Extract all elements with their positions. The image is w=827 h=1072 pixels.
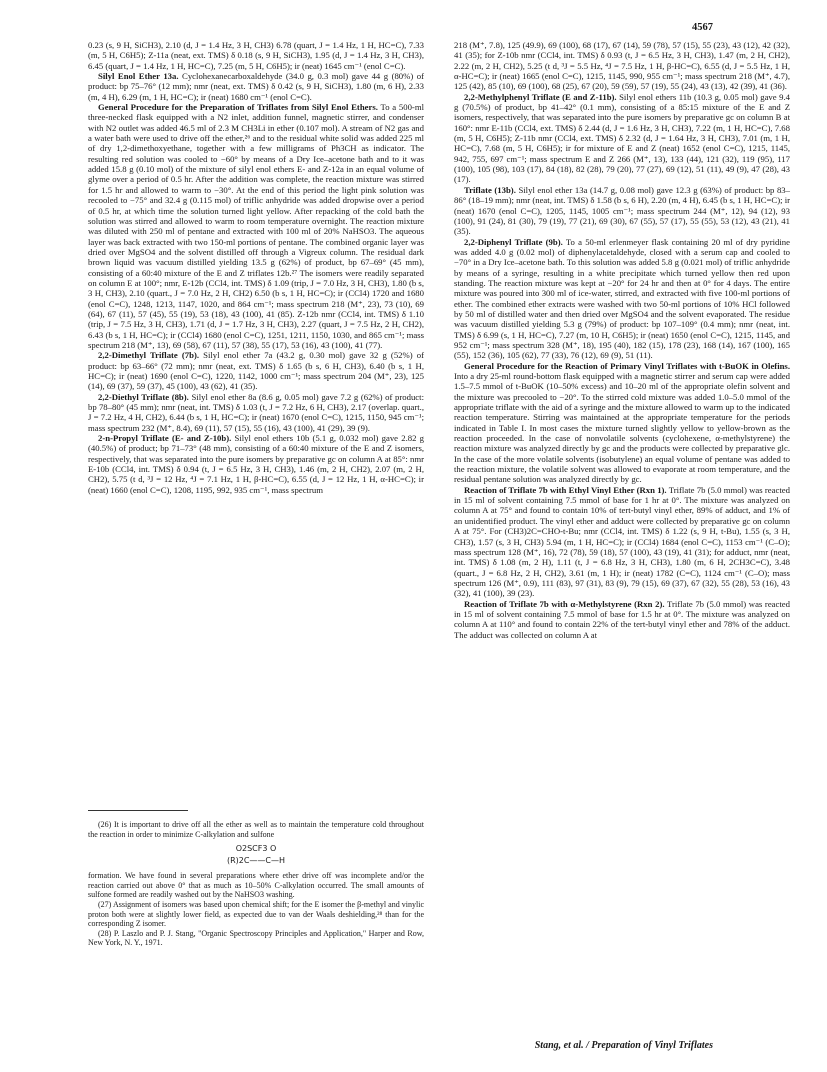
paragraph-heading: General Procedure for the Preparation of Triflates from Silyl Enol Ethers.	[98, 102, 378, 113]
paragraph	[88, 433, 424, 495]
paragraph-text: Triflate 7b (5.0 mmol) was reacted in 15 ml of solvent containing 7.5 mmol of base for 1 hr at 0°. The mixture was analyzed on column A at 75° and found to contain 10% of tert-butyl vinyl ether, 89% of adduct, and 1% of an unidentified product. The vinyl ether and adduct were collected by preparative gc on column A at 75°. For (CH3)2C=CHO-t-Bu; nmr (CCl4, int. TMS) δ 1.22 (s, 9 H, t-Bu), 1.55 (s, 3 H, CH3), 1.57 (s, 3 H, CH3) 5.94 (m, 1 H, HC=C); ir (CCl4) 1684 (enol C=C), 1153 cm⁻¹ (C–O); mass spectrum 128 (M⁺, 16), 72 (78), 59 (18), 57 (100), 43 (19), 41 (31); for adduct, nmr (neat, int. TMS) δ 1.08 (m, 2 H), 1.11 (t, J = 6.8 Hz, 3 H, CH3), 1.80 (m, 6 H, 2CH3C=C), 3.48 (quart., J = 6.8 Hz, 2 H, CH2), 3.61 (m, 1 H); ir (neat) 1782 (C=C), 1124 cm⁻¹ (C–O); mass spectrum 126 (M⁺, 0.9), 111 (83), 97 (31), 83 (9), 79 (15), 69 (37), 67 (32), 55 (28), 53 (16), 43 (32), 41 (100), 39 (23).	[454, 484, 790, 599]
footnote: (26) It is important to drive off all the ether as well as to maintain the temperature cold throughout the reaction in order to minimize C-alkylation and sulfone	[88, 820, 424, 839]
page-number: 4567	[692, 22, 713, 33]
paragraph	[88, 71, 424, 102]
paragraph	[88, 350, 424, 391]
structure-line: (R)2C——C—H	[226, 856, 286, 866]
footnote-rule	[88, 810, 188, 811]
paragraph	[454, 92, 790, 185]
paragraph	[454, 361, 790, 485]
footnote: (28) P. Laszlo and P. J. Stang, "Organic Spectroscopy Principles and Application," Harper and Row, New York, N. Y., 1971.	[88, 928, 424, 948]
paragraph	[454, 599, 790, 640]
paragraph-heading: Reaction of Triflate 7b with α-Methylstyrene (Rxn 2).	[464, 598, 665, 609]
paragraph	[88, 102, 424, 350]
footnote: formation. We have found in several preparations where ether drive off was incomplete and/or the reaction carried out above 0° that as much as 10–50% C-alkylation occurred. The small amounts of sulfone formed are readily washed out by the NaHSO3 washing.	[88, 871, 424, 900]
chemical-structure	[88, 843, 424, 867]
paragraph-text: Into a dry 25-ml round-bottom flask equipped with a magnetic stirrer and serum cap were added 1.5–7.5 mmol of t-BuOK (10–50% excess) and 10–20 ml of the appropriate olefin solvent and the mixture was precooled to −20°. To the stirred cold mixture was added 1.0–5.0 mmol of the appropriate triflate with the aid of a syringe and the mixture allowed to warm up to the indicated reaction temperature. Stirring was maintained at the appropriate temperature for the periods indicated in Table I. In most cases the mixture turned slightly yellow to yellow-brown as the reaction proceeded. In the case of nonvolatile solvents (cyclohexene, α-methylstyrene) the reaction mixture was analyzed directly by gc and the products were collected by preparative glc. In the case of the more volatile solvents (isobutylene) an equal volume of pentane was added to the reaction mixture, the volatile solvent was allowed to evaporate at room temperature, and the residual pentane solution was analyzed directly by gc.	[454, 371, 790, 485]
paragraph	[454, 40, 790, 92]
paragraph-text: Silyl enol ether 7a (43.2 g, 0.30 mol) gave 32 g (52%) of product: bp 63–66° (72 mm); nmr (neat, ext. TMS) δ 1.65 (b s, 6 H, CH3), 6.40 (b s, 1 H, HC=C); ir (neat) 1690 (enol C=C), 1220, 1142, 1000 cm⁻¹; mass spectrum 204 (M⁺, 23), 125 (14), 69 (37), 59 (37), 45 (100), 43 (62), 41 (35).	[88, 350, 424, 392]
paragraph-heading: Silyl Enol Ether 13a.	[98, 71, 179, 82]
paragraph-heading: Triflate (13b).	[464, 184, 516, 195]
paragraph	[454, 485, 790, 599]
footnote: (27) Assignment of isomers was based upon chemical shift; for the E isomer the β-methyl and vinylic proton both were at slightly lower field, as expected due to van der Waals deshielding,²⁸ than for the corresponding Z isomer.	[88, 899, 424, 929]
paragraph	[88, 40, 424, 71]
paragraph-text: Silyl enol ethers 10b (5.1 g, 0.032 mol) gave 2.82 g (40.5%) of product; bp 71–73° (48 mm), consisting of a 60:40 mixture of the E and Z isomers, respectively, that was separated into the pure isomers by preparative gc on column A at 85°: nmr E-10b (CCl4, int. TMS) δ 0.94 (t, J = 6.5 Hz, 3 H, CH3), 1.46 (m, 2 H, CH2), 2.07 (m, 2 H, CH2), 5.75 (t d, ³J = 12 Hz, ⁴J = 7.1 Hz, 1 H, β-HC=C), 6.55 (d, J = 12 Hz, 1 H, α-HC=C); ir (neat) 1660 (enol C=C), 1208, 1195, 992, 935 cm⁻¹, mass spectrum	[88, 433, 424, 495]
paragraph-heading: 2,2-Methylphenyl Triflate (E and Z-11b).	[464, 91, 617, 102]
paragraph-text: Silyl enol ethers 11b (10.3 g, 0.05 mol) gave 9.4 g (70.5%) of product, bp 41–42° (0.1 mm), consisting of a 85:15 mixture of the E and Z isomers, respectively, that was separated into the pure isomers by preparative gc on column B at 160°: nmr E-11b (CCl4, ext. TMS) δ 2.44 (d, J = 1.6 Hz, 3 H, CH3), 7.22 (m, 1 H, HC=C), 7.68 (m, 5 H, C6H5); Z-11b nmr (CCl4, ext. TMS) δ 2.32 (d, J = 1.64 Hz, 3 H, CH3), 7.01 (m, 1 H, HC=C), 7.68 (m, 5 H, C6H5); ir for mixture of E and Z (neat) 1652 (enol C=C), 1215, 1145, 942, 755, 697 cm⁻¹; mass spectrum E and Z 266 (M⁺, 13), 133 (44), 121 (32), 119 (95), 117 (100), 105 (98), 103 (17), 84 (18), 82 (28), 79 (20), 77 (27), 69 (12), 51 (11), 49 (9), 47 (28), 43 (17).	[454, 91, 791, 185]
footnotes	[88, 820, 424, 948]
paragraph-text: To a 50-ml erlenmeyer flask containing 20 ml of dry pyridine was added 4.0 g (0.02 mol) of diphenylacetaldehyde, closed with a serum cap and cooled to −70° in a Dry Ice–acetone bath. To this solution was added 5.8 g (0.021 mol) of triflic anhydride by means of a syringe, resulting in a white precipitate which turned yellow then red upon standing. The reaction mixture was kept at −20° for 24 hr and then at 0° for 4 days. The entire mixture was poured into 300 ml of ice-water, stirred, and extracted with five 100-ml portions of ether. The combined ether extracts were washed with two 50-ml portions of 10% HCl followed by 50 ml of distilled water and then dried over MgSO4 and the solvent evaporated. The residue was vacuum distilled yielding 5.3 g (79%) of product: bp 107–109° (0.4 mm); nmr (neat, int. TMS) δ 6.99 (s, 1 H, HC=C), 7.27 (m, 10 H, C6H5); ir (neat) 1650 (enol C=C), 1215, 1145, and 952 cm⁻¹; mass spectrum 328 (M⁺, 18), 195 (40), 182 (15), 178 (23), 168 (14), 167 (100), 165 (55), 152 (36), 105 (62), 77 (33), 76 (12), 69 (9), 51 (11).	[454, 236, 791, 361]
paragraph-heading: 2,2-Dimethyl Triflate (7b).	[98, 350, 200, 361]
paragraph-heading: 2-n-Propyl Triflate (E- and Z-10b).	[98, 433, 232, 444]
paragraph-heading: 2,2-Diphenyl Triflate (9b).	[464, 236, 563, 247]
paragraph	[454, 237, 790, 361]
running-footer: Stang, et al. / Preparation of Vinyl Triflates	[534, 1040, 713, 1051]
right-column	[454, 40, 790, 640]
paragraph-text: Cyclohexanecarboxaldehyde (34.0 g, 0.3 mol) gave 44 g (80%) of product: bp 75–76° (12 mm); nmr (neat, ext. TMS) δ 0.42 (s, 9 H, SiCH3), 1.80 (m, 6 H), 2.33 (m, 4 H), 6.29 (m, 1 H, HC=C); ir (neat) 1680 cm⁻¹ (enol C=C).	[88, 71, 425, 102]
paragraph	[88, 392, 424, 433]
paragraph-heading: Reaction of Triflate 7b with Ethyl Vinyl Ether (Rxn 1).	[464, 484, 667, 495]
paragraph-text: 218 (M⁺, 7.8), 125 (49.9), 69 (100), 68 (17), 67 (14), 59 (78), 57 (15), 55 (23), 43 (12), 42 (32), 41 (35); for Z-10b nmr (CCl4, int. TMS) δ 0.93 (t, J = 6.5 Hz, 3 H, CH3), 1.47 (m, 2 H, CH2), 2.22 (m, 2 H, CH2), 5.25 (t d, ³J = 5.5 Hz, ⁴J = 7.5 Hz, 1 H, β-HC=C), 6.55 (d, J = 5.5 Hz, 1 H, α-HC=C); ir (neat) 1665 (enol C=C), 1215, 1145, 990, 955 cm⁻¹; mass spectrum 218 (M⁺, 4.7), 125 (42), 85 (10), 69 (100), 68 (25), 67 (20), 59 (59), 57 (19), 55 (24), 43 (13), 42 (39), 41 (36).	[454, 40, 790, 92]
paragraph-text: Silyl enol ether 13a (14.7 g, 0.08 mol) gave 12.3 g (63%) of product: bp 83–86° (18–19 mm); nmr (neat, int. TMS) δ 1.58 (b s, 6 H), 2.20 (m, 4 H), 6.45 (b s, 1 H, HC=C); ir (neat) 1670 (enol C=C), 1205, 1145, 1005 cm⁻¹; mass spectrum 244 (M⁺, 12), 94 (12), 93 (100), 91 (24), 81 (30), 79 (19), 77 (21), 69 (30), 67 (55), 57 (17), 55 (55), 53 (12), 43 (21), 41 (35).	[454, 184, 790, 237]
paragraph-heading: 2,2-Diethyl Triflate (8b).	[98, 391, 189, 402]
paragraph-text: Triflate 7b (5.0 mmol) was reacted in 15 ml of solvent containing 7.5 mmol of base for 1.5 hr at 0°. The mixture was analyzed on column A at 110° and found to contain 22% of the tert-butyl vinyl ether and 78% of the adduct. The adduct was collected on column A at	[454, 598, 790, 640]
structure-line: O2SCF3 O	[235, 844, 277, 854]
paragraph	[454, 185, 790, 237]
left-column	[88, 40, 424, 495]
paragraph-text: To a 500-ml three-necked flask equipped with a N2 inlet, addition funnel, magnetic stirrer, and condenser with N2 outlet was added 46.5 ml of 2.3 M CH3Li in ether (0.107 mol). A stream of N2 gas and a water bath were used to drive off the ether,²⁶ and to the residual white solid was added 225 ml of dry 1,2-dimethoxyethane, together with a few milligrams of Ph3CH as indicator. The resulting red solution was cooled to −60° by means of a Dry Ice–acetone bath and to it was added 15.8 g (0.10 mol) of the mixture of silyl enol ethers E- and Z-12a in an equal volume of glyme over a period of 0.5 hr. After the addition was complete, the reaction mixture was stirred for 1.5 hr and allowed to warm to −30°. At the end of this period the light pink solution was recooled to −75° and 32.4 g (0.115 mol) of triflic anhydride was added dropwise over a period of 0.5 hr, at which time the solution turned light yellow. After repacking of the cold bath the solution was stirred and allowed to warm to room temperature overnight. The reaction mixture was diluted with 250 ml of pentane and extracted with 100 ml of 20% NaHSO3. The aqueous layer was back extracted with two 150-ml portions of pentane. The combined organic layer was dried over MgSO4 and the solvent distilled off through a Vigreux column. The residual dark brown liquid was vacuum distilled yielding 13.5 g (62%) of product, bp 67–69° (45 mm), consisting of a 60:40 mixture of the E and Z triflates 12b.²⁷ The isomers were readily separated on column E at 100°; nmr, E-12b (CCl4, int. TMS) δ 1.09 (trip, J = 7.0 Hz, 3 H, CH3), 1.80 (b s, 3 H, CH3), 2.10 (quart., J = 7.0 Hz, 2 H, CH2) 6.50 (b s, 1 H, HC=C); ir (CCl4) 1720 and 1680 (enol C=C), 1248, 1213, 1147, 1020, and 864 cm⁻¹; mass spectrum 218 (M⁺, 23), 73 (10), 69 (64), 67 (11), 57 (45), 55 (19), 53 (18), 43 (100), 41 (85). Z-12b nmr (CCl4, int. TMS) δ 1.10 (trip, J = 7.5 Hz, 3 H, CH3), 1.71 (d, J = 1.7 Hz, 3 H, CH3), 2.27 (quart, J = 7.5 Hz, 2 H, CH2), 6.43 (b s, 1 H, HC=C); ir (CCl4) 1680 (enol C=C), 1251, 1211, 1150, 1030, and 865 cm⁻¹; mass spectrum 218 (M⁺, 13), 69 (58), 67 (11), 57 (38), 55 (17), 53 (16), 43 (100), 41 (77).	[88, 102, 424, 350]
paragraph-heading: General Procedure for the Reaction of Primary Vinyl Triflates with t-BuOK in Olefins.	[464, 360, 790, 371]
paragraph-text: Silyl enol ether 8a (8.6 g, 0.05 mol) gave 7.2 g (62%) of product: bp 78–80° (45 mm); nmr (neat, int. TMS) δ 1.03 (t, J = 7.2 Hz, 6 H, CH3), 2.17 (overlap. quart., J = 7.2 Hz, 4 H, CH2), 6.44 (b s, 1 H, HC=C); ir (neat) 1670 (enol C=C), 1215, 1150, 945 cm⁻¹; mass spectrum 232 (M⁺, 8.4), 69 (11), 57 (15), 55 (16), 43 (100), 41 (29), 39 (9).	[88, 391, 424, 433]
paragraph-text: 0.23 (s, 9 H, SiCH3), 2.10 (d, J = 1.4 Hz, 3 H, CH3) 6.78 (quart, J = 1.4 Hz, 1 H, HC=C), 7.33 (m, 5 H, C6H5); Z-11a (neat, ext. TMS) δ 0.18 (s, 9 H, SiCH3), 1.95 (d, J = 1.4 Hz, 3 H, CH3), 6.45 (quart, J = 1.4 Hz, 1 H, HC=C), 7.25 (m, 5 H, C6H5); ir (neat) 1645 cm⁻¹ (enol C=C).	[88, 40, 424, 71]
